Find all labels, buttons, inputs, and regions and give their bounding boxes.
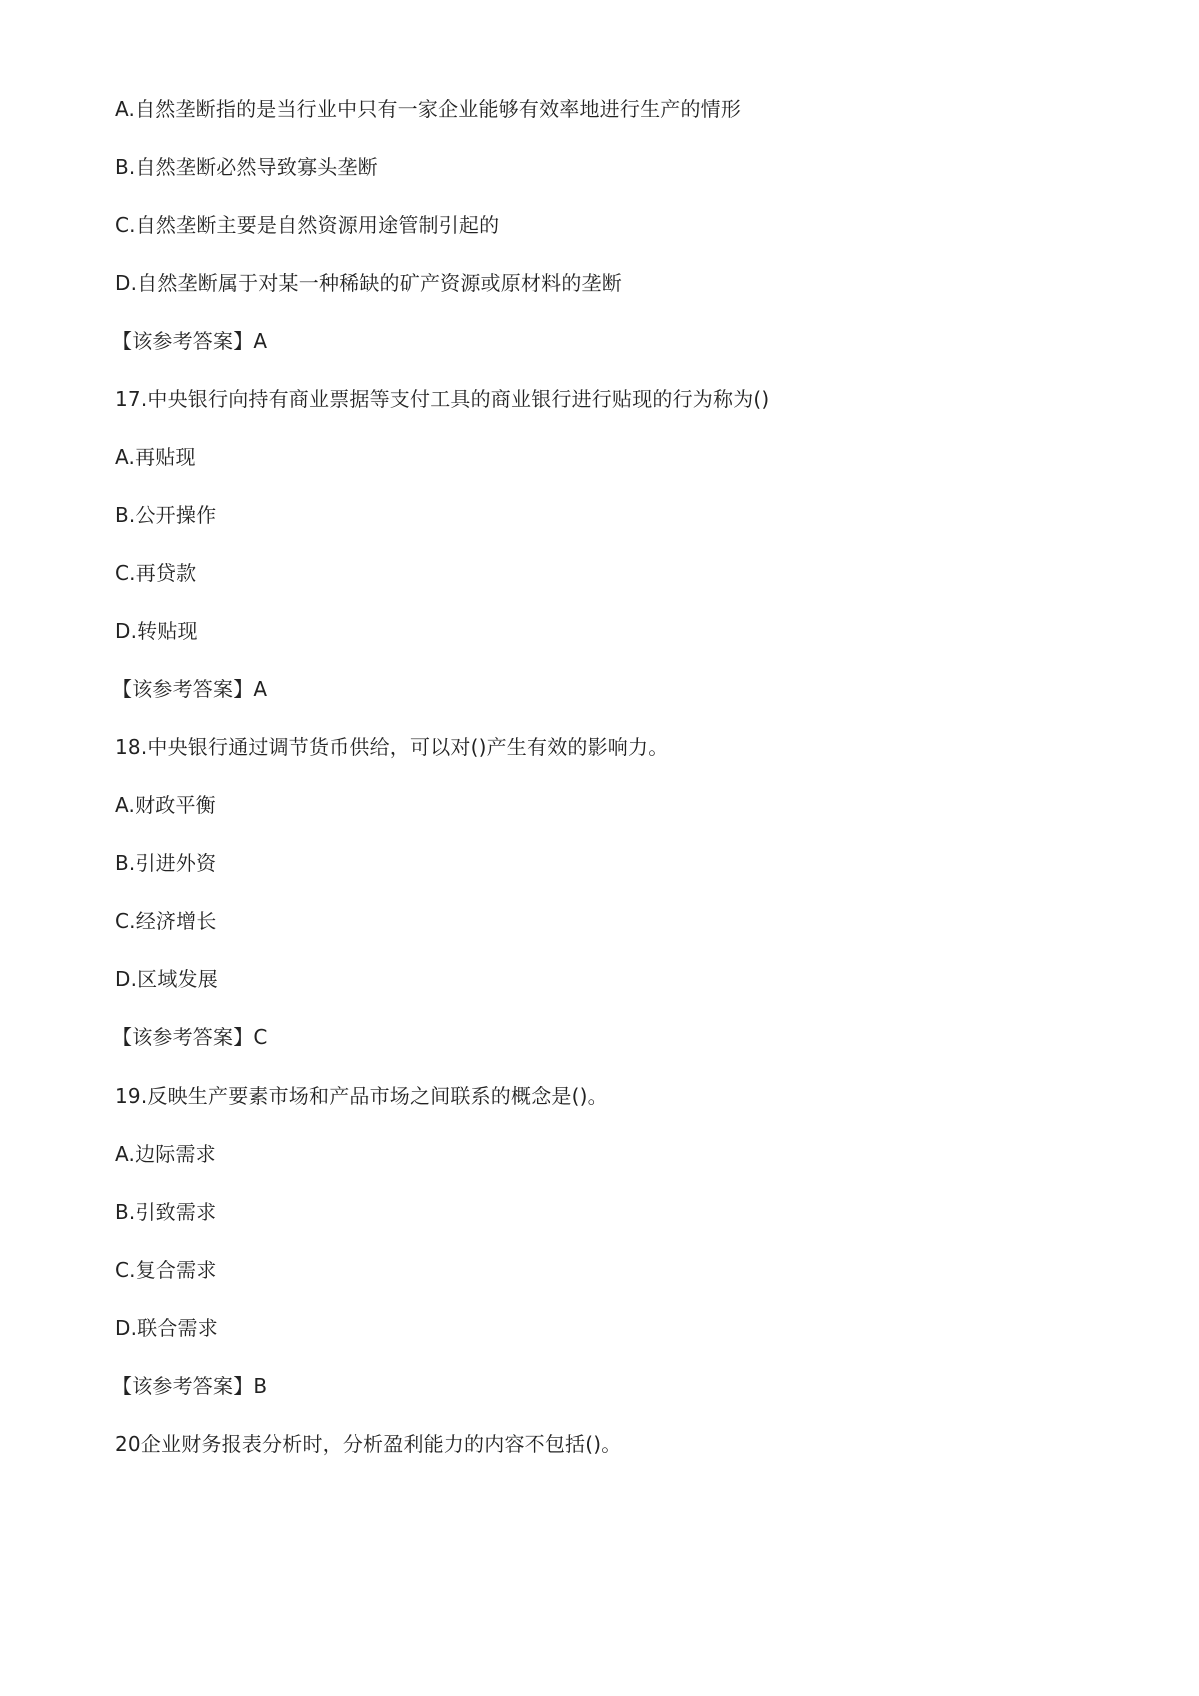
option-a-q16: A.自然垄断指的是当行业中只有一家企业能够有效率地进行生产的情形 [115,97,742,121]
option-b-q19: B.引致需求 [115,1200,217,1224]
option-a-q19: A.边际需求 [115,1142,216,1166]
question-17: 17.中央银行向持有商业票据等支付工具的商业银行进行贴现的行为称为() [115,387,770,411]
option-a-q17: A.再贴现 [115,445,196,469]
option-c-q16: C.自然垄断主要是自然资源用途管制引起的 [115,213,500,237]
question-20: 20企业财务报表分析时，分析盈利能力的内容不包括()。 [115,1432,622,1456]
option-d-q17: D.转贴现 [115,619,198,643]
option-a-q18: A.财政平衡 [115,793,216,817]
answer-q19: 【该参考答案】B [112,1374,268,1398]
option-b-q18: B.引进外资 [115,851,217,875]
option-b-q17: B.公开操作 [115,503,217,527]
option-c-q18: C.经济增长 [115,909,217,933]
option-b-q16: B.自然垄断必然导致寡头垄断 [115,155,378,179]
option-d-q18: D.区域发展 [115,967,218,991]
option-d-q19: D.联合需求 [115,1316,218,1340]
option-c-q17: C.再贷款 [115,561,197,585]
answer-q18: 【该参考答案】C [112,1025,268,1049]
answer-q16: 【该参考答案】A [112,329,268,353]
question-18: 18.中央银行通过调节货币供给，可以对()产生有效的影响力。 [115,735,669,759]
option-c-q19: C.复合需求 [115,1258,217,1282]
answer-q17: 【该参考答案】A [112,677,268,701]
question-19: 19.反映生产要素市场和产品市场之间联系的概念是()。 [115,1084,608,1108]
option-d-q16: D.自然垄断属于对某一种稀缺的矿产资源或原材料的垄断 [115,271,622,295]
